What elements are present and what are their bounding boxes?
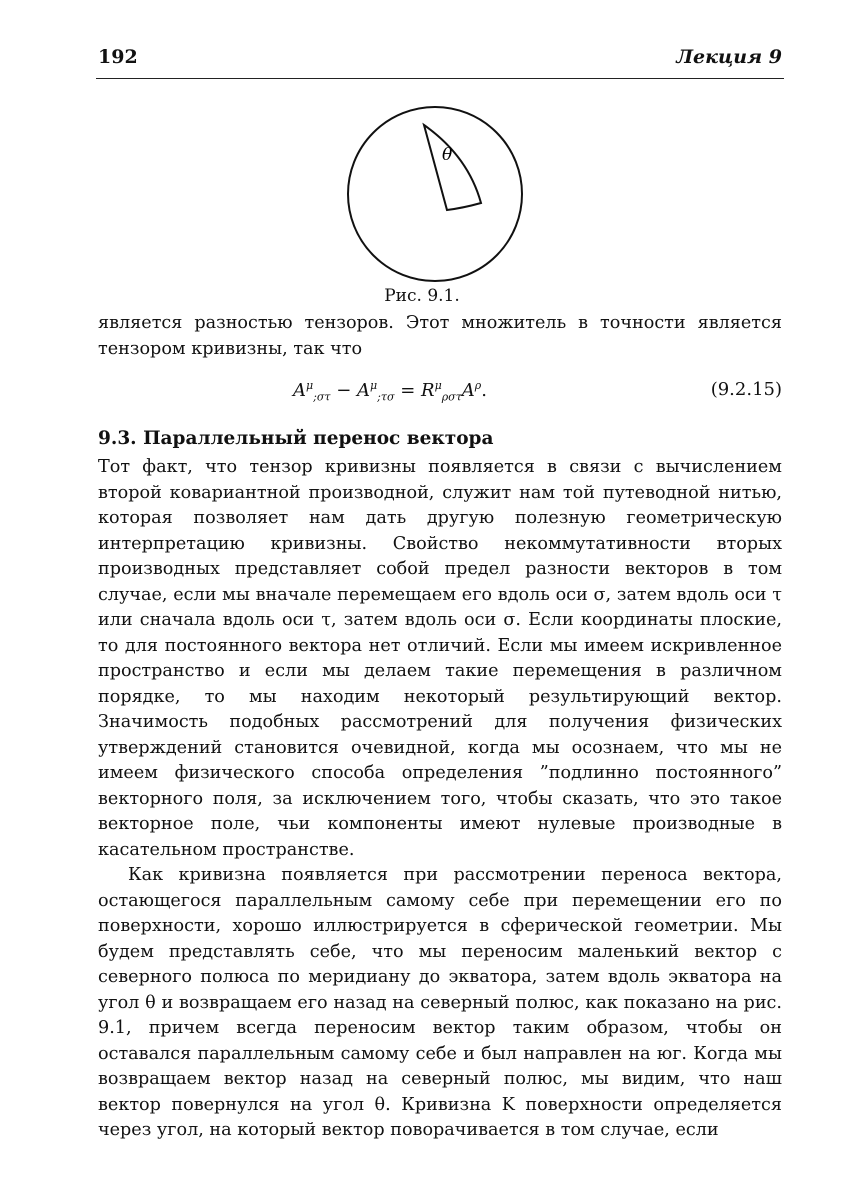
paragraph-2: Как кривизна появляется при рассмотрении переноса вектора, остающегося параллельным самому себе при перемещении его по поверхности, хорошо иллюстрируется в сферической геометрии. Мы будем представлять себе, что мы переносим маленький вектор с северного полюса по меридиану до экватора, затем вдоль экватора на угол θ и возвращаем его назад на северный полюс, как показано на рис. 9.1, причем всегда переносим вектор таким образом, чтобы он оставался параллельным самому себе и был направлен на юг. Когда мы возвращаем вектор назад на северный полюс, мы видим, что наш вектор повернулся на угол θ. Кривизна K поверхности определяется через угол, на который вектор поворачивается в том случае, если [98,865,782,1140]
figure-caption: Рис. 9.1. [384,286,460,306]
theta-label: θ [442,145,453,165]
intro-text: является разностью тензоров. Этот множитель в точности является тензором кривизны, так что [98,313,782,359]
page-number: 192 [98,46,138,68]
intro-paragraph [98,311,782,362]
spherical-triangle [424,125,481,210]
sphere-figure [340,92,540,292]
equation-body: $A^\mu_{;\sigma\tau} - A^\mu_{;\tau\sigma} = R^\mu_{\rho\sigma\tau}A^\rho$. [293,379,487,404]
header-rule [96,78,784,79]
equation-number: (9.2.15) [710,379,782,400]
body-text [98,455,782,1144]
equation-9-2-15 [98,379,782,407]
section-heading: 9.3. Параллельный перенос вектора [98,428,494,449]
paragraph-1: Тот факт, что тензор кривизны появляется в связи с вычислением второй ковариантной производной, служит нам той путеводной нитью, которая позволяет нам дать другую полезную геометрическую интерпретацию кривизны. Свойство некоммутативности вторых производных представляет собой предел разности векторов в том случае, если мы вначале перемещаем его вдоль оси σ, затем вдоль оси τ или сначала вдоль оси τ, затем вдоль оси σ. Если координаты плоские, то для постоянного вектора нет отличий. Если мы имеем искривленное пространство и если мы делаем такие перемещения в различном порядке, то мы находим некоторый результирующий вектор. Значимость подобных рассмотрений для получения физических утверждений становится очевидной, когда мы осознаем, что мы не имеем физического способа определения ”подлинно постоянного” векторного поля, за исключением того, чтобы сказать, что это такое векторное поле, чьи компоненты имеют нулевые производные в касательном пространстве. [98,457,782,860]
running-header-title: Лекция 9 [676,46,782,68]
